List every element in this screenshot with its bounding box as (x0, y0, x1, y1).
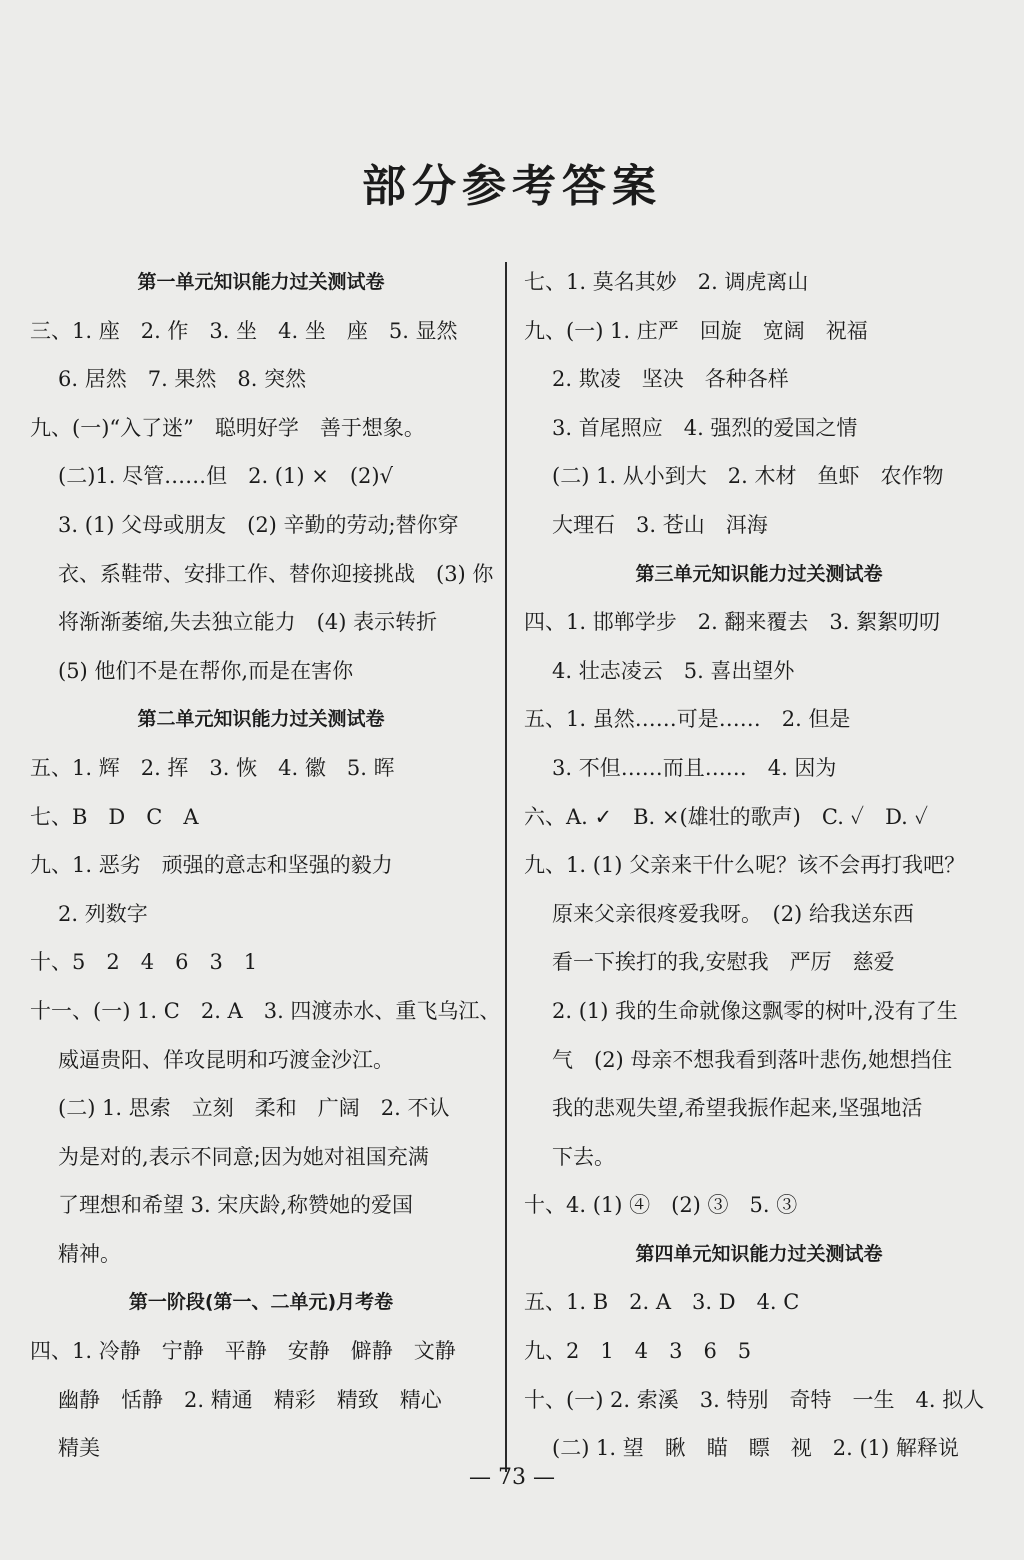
section-heading: 第一单元知识能力过关测试卷 (137, 271, 385, 293)
answer-line: 2. 欺凌 坚决 各种各样 (552, 367, 789, 392)
answer-line: (二) 1. 思索 立刻 柔和 广阔 2. 不认 (58, 1096, 450, 1121)
answer-line: (二) 1. 望 瞅 瞄 瞟 视 2. (1) 解释说 (552, 1436, 959, 1461)
answer-line: 精美 (58, 1436, 100, 1461)
answer-line: 看一下挨打的我,安慰我 严厉 慈爱 (552, 950, 895, 975)
answer-line: 4. 壮志凌云 5. 喜出望外 (552, 658, 795, 683)
answer-line: (二) 1. 从小到大 2. 木材 鱼虾 农作物 (552, 464, 944, 489)
answer-line: 五、1. 辉 2. 挥 3. 恢 4. 徽 5. 晖 (30, 755, 395, 780)
column-divider (505, 262, 507, 1472)
page-number: — 73 — (469, 1465, 555, 1490)
answer-line: 6. 居然 7. 果然 8. 突然 (58, 367, 307, 392)
answer-line: 3. 不但……而且…… 4. 因为 (552, 755, 837, 780)
answer-line: 四、1. 邯郸学步 2. 翻来覆去 3. 絮絮叨叨 (524, 610, 941, 635)
answer-line: 三、1. 座 2. 作 3. 坐 4. 坐 座 5. 显然 (30, 318, 458, 343)
page-title: 部分参考答案 (362, 161, 662, 212)
answer-line: 为是对的,表示不同意;因为她对祖国充满 (58, 1144, 429, 1169)
section-heading: 第二单元知识能力过关测试卷 (137, 708, 385, 731)
answer-line: 九、2 1 4 3 6 5 (524, 1339, 752, 1364)
answer-line: 九、(一) 1. 庄严 回旋 宽阔 祝福 (524, 318, 868, 343)
answer-line: 气 (2) 母亲不想我看到落叶悲伤,她想挡住 (552, 1047, 953, 1072)
answer-line: (5) 他们不是在帮你,而是在害你 (58, 658, 354, 683)
answer-line: 七、B D C A (30, 804, 199, 829)
answer-line: 九、(一)“入了迷” 聪明好学 善于想象。 (30, 415, 425, 440)
left-column (30, 258, 501, 1473)
answer-line: 原来父亲很疼爱我呀。 (2) 给我送东西 (552, 901, 914, 926)
answer-line: 大理石 3. 苍山 洱海 (552, 512, 768, 537)
answer-line: 将渐渐萎缩,失去独立能力 (4) 表示转折 (58, 610, 438, 635)
answer-line: 六、A. ✓ B. ×(雄壮的歌声) C. ✓ D. ✓ (524, 804, 929, 829)
answer-line: 五、1. B 2. A 3. D 4. C (524, 1290, 800, 1315)
right-column (524, 258, 994, 1473)
section-heading: 第四单元知识能力过关测试卷 (635, 1242, 883, 1265)
answer-line: (二)1. 尽管……但 2. (1) × (2)√ (58, 464, 393, 489)
answer-line: 威逼贵阳、佯攻昆明和巧渡金沙江。 (58, 1047, 394, 1072)
answer-line: 七、1. 莫名其妙 2. 调虎离山 (524, 270, 809, 294)
answer-line: 我的悲观失望,希望我振作起来,坚强地活 (552, 1096, 923, 1121)
answer-line: 2. 列数字 (58, 901, 148, 926)
answer-line: 四、1. 冷静 宁静 平静 安静 僻静 文静 (30, 1339, 456, 1364)
answer-line: 五、1. 虽然……可是…… 2. 但是 (524, 707, 851, 732)
answer-line: 衣、系鞋带、安排工作、替你迎接挑战 (3) 你 (58, 561, 494, 586)
answer-line: 十、4. (1) ④ (2) ③ 5. ③ (524, 1193, 798, 1218)
answer-line: 十、5 2 4 6 3 1 (30, 950, 258, 975)
answer-line: 了理想和希望 3. 宋庆龄,称赞她的爱国 (58, 1193, 414, 1218)
answer-line: 十、(一) 2. 索溪 3. 特别 奇特 一生 4. 拟人 (524, 1387, 985, 1412)
answer-line: 3. (1) 父母或朋友 (2) 辛勤的劳动;替你穿 (58, 512, 459, 537)
answer-line: 3. 首尾照应 4. 强烈的爱国之情 (552, 415, 858, 440)
answer-line: 2. (1) 我的生命就像这飘零的树叶,没有了生 (552, 998, 958, 1023)
answer-line: 下去。 (552, 1144, 615, 1169)
answer-line: 九、1. 恶劣 顽强的意志和坚强的毅力 (30, 853, 393, 878)
answer-line: 幽静 恬静 2. 精通 精彩 精致 精心 (58, 1387, 442, 1412)
section-heading: 第一阶段(第一、二单元)月考卷 (128, 1291, 394, 1314)
answer-line: 精神。 (58, 1241, 121, 1266)
answer-line: 九、1. (1) 父亲来干什么呢？该不会再打我吧？ (524, 853, 966, 878)
answer-line: 十一、(一) 1. C 2. A 3. 四渡赤水、重飞乌江、 (30, 998, 501, 1023)
section-heading: 第三单元知识能力过关测试卷 (635, 562, 883, 585)
